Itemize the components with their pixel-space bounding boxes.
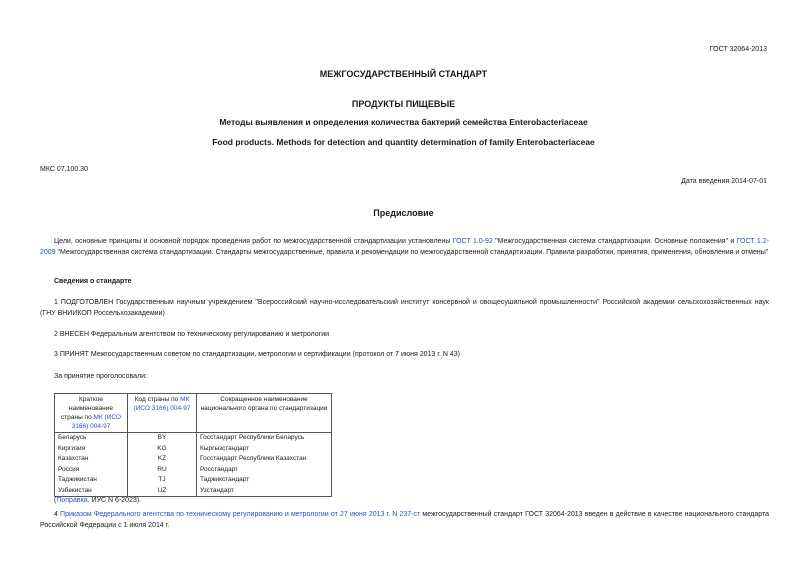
amendment-note: (Поправка. ИУС N 6-2023). — [54, 497, 142, 504]
table-row: Узбекистан UZ Узстандарт — [55, 486, 332, 497]
table-row: Таджикистан TJ Таджикстандарт — [55, 475, 332, 486]
voting-table — [54, 393, 332, 497]
voted-label: За принятие проголосовали: — [54, 373, 147, 380]
title-main: ПРОДУКТЫ ПИЩЕВЫЕ — [351, 99, 456, 109]
item-enacted: 4 Приказом Федерального агентства по техническому регулированию и метрологии от 27 июня 2013 г. N 237-ст межгосударственный стандарт ГОСТ 32064-2013 введен в действие в качестве национального стандарта Российской Федерации с 1 июля 2014 г. — [40, 511, 769, 529]
foreword-paragraph: Цели, основные принципы и основной порядок проведения работ по межгосударственной стандартизации установлены ГОСТ 1.0-92 "Межгосударственная система стандартизации. Основные положения" и ГОСТ 1.2-2009 "Межгосударственная система стандартизации. Стандарты межгосударственные, правила и рекомендации по межгосударственной стандартизации. Правила разработки, принятия, применения, обновления и отмены" — [40, 238, 769, 256]
intro-date: Дата введения 2014-07-01 — [681, 178, 767, 185]
foreword-title: Предисловие — [373, 208, 434, 218]
item-prepared: 1 ПОДГОТОВЛЕН Государственным научным учреждением "Всероссийский научно-исследовательский институт консервной и овощесушильной промышленности" Российской академии сельскохозяйственных наук (ГНУ ВНИИКОП Россельхозакадемии) — [40, 299, 769, 317]
standard-type: МЕЖГОСУДАРСТВЕННЫЙ СТАНДАРТ — [319, 69, 488, 79]
about-standard-heading: Сведения о стандарте — [54, 278, 132, 285]
title-russian: Методы выявления и определения количества бактерий семейства Enterobacteriaceae — [219, 117, 588, 127]
column-header-code: Код страны по МК (ИСО 3166) 004-97 — [128, 394, 197, 433]
mks-code: МКС 07.100.30 — [40, 166, 88, 173]
table-row: Беларусь BY Госстандарт Республики Беларусь — [55, 433, 332, 444]
document-code: ГОСТ 32064-2013 — [709, 46, 767, 53]
gost-1-2-link[interactable]: ГОСТ 1.2-2009 — [40, 238, 769, 256]
gost-1-0-link[interactable]: ГОСТ 1.0-92 — [452, 238, 493, 245]
amendment-link[interactable]: Поправка — [56, 497, 88, 504]
title-english: Food products. Methods for detection and quantity determination of family Enterobacteriaceae — [212, 137, 595, 147]
mk-iso-code-link[interactable]: МК (ИСО 3166) 004-97 — [133, 396, 191, 412]
order-link[interactable]: Приказом Федерального агентства по техническому регулированию и метрологии от 27 июня 2013 г. N 237-ст — [60, 511, 421, 518]
column-header-body: Сокращенное наименование национального органа по стандартизации — [197, 394, 332, 433]
item-adopted: 3 ПРИНЯТ Межгосударственным советом по стандартизации, метрологии и сертификации (протокол от 7 июня 2013 г. N 43) — [54, 351, 460, 358]
mk-iso-link[interactable]: МК (ИСО 3166) 004-97 — [71, 414, 121, 430]
table-row: Киргизия KG Кыргызстандарт — [55, 444, 332, 455]
item-submitted: 2 ВНЕСЕН Федеральным агентством по техническому регулированию и метрологии — [54, 331, 330, 338]
column-header-country: Краткое наименование страны по МК (ИСО 3166) 004-97 — [55, 394, 128, 433]
table-row: Казахстан KZ Госстандарт Республики Казахстан — [55, 454, 332, 465]
table-row: Россия RU Росстандарт — [55, 465, 332, 476]
